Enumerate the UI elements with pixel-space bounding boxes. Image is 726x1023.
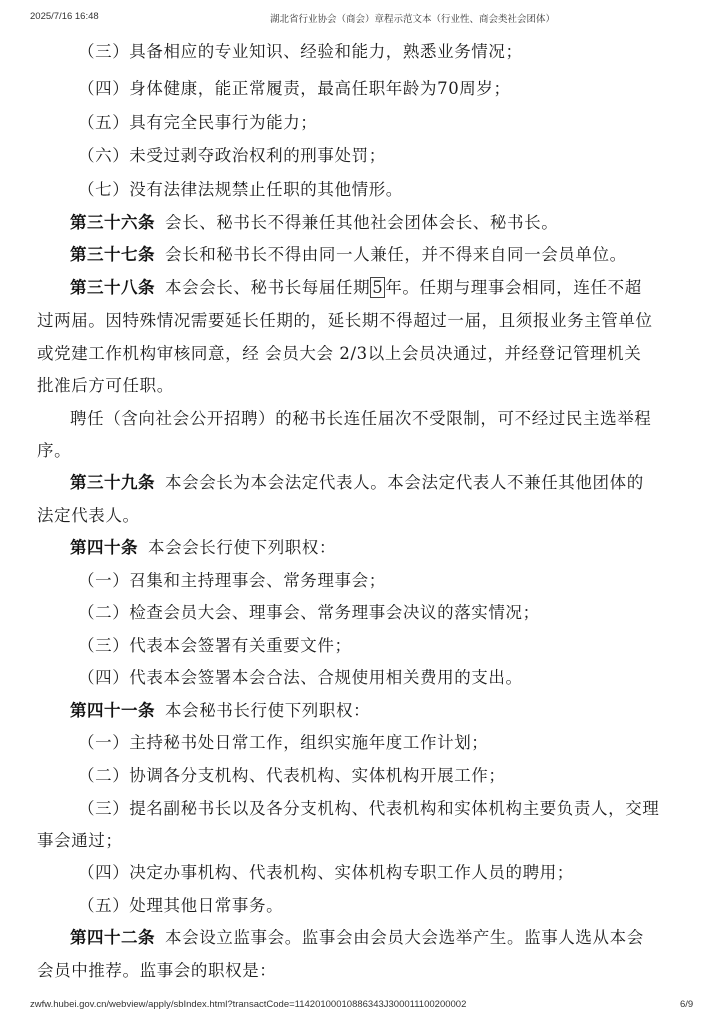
article-number: 第四十一条 — [70, 701, 155, 720]
paragraph-line: （三）提名副秘书长以及各分支机构、代表机构和实体机构主要负责人，交理 — [78, 799, 660, 818]
article-41 — [70, 701, 370, 721]
paragraph-line: 或党建工作机构审核同意，经 会员大会 2/3以上会员决通过，并经登记管理机关 — [37, 344, 642, 363]
paragraph-line: （五）处理其他日常事务。 — [78, 896, 284, 915]
article-number: 第三十六条 — [70, 213, 155, 232]
paragraph-line: 批准后方可任职。 — [37, 376, 174, 395]
article-42 — [70, 928, 644, 948]
paragraph-line: （七）没有法律法规禁止任职的其他情形。 — [78, 180, 403, 199]
paragraph-line: 聘任（含向社会公开招聘）的秘书长连任届次不受限制，可不经过民主选举程 — [70, 409, 652, 428]
article-text: 会长、秘书长不得兼任其他社会团体会长、秘书长。 — [165, 213, 559, 232]
paragraph-line: （二）检查会员大会、理事会、常务理事会决议的落实情况； — [78, 603, 540, 622]
article-number: 第三十八条 — [70, 278, 155, 297]
paragraph-line: （五）具有完全民事行为能力； — [78, 113, 318, 132]
article-40 — [70, 538, 336, 558]
paragraph-line: （四）身体健康，能正常履责，最高任职年龄为70周岁； — [78, 79, 511, 98]
paragraph-line: 过两届。因特殊情况需要延长任期的，延长期不得超过一届，且须报业务主管单位 — [37, 311, 653, 330]
article-text: 年。任期与理事会相同，连任不超 — [385, 278, 642, 297]
term-years-value: 5 — [372, 278, 384, 297]
paragraph-line: （一）主持秘书处日常工作，组织实施年度工作计划； — [78, 733, 489, 752]
paragraph-line: （四）代表本会签署本会合法、合规使用相关费用的支出。 — [78, 668, 523, 687]
article-number: 第三十七条 — [70, 245, 155, 264]
source-url: zwfw.hubei.gov.cn/webview/apply/sbIndex.html?transactCode=11420100010886343J300011100200002 — [30, 999, 467, 1010]
document-title: 湖北省行业协会（商会）章程示范文本（行业性、商会类社会团体） — [270, 14, 556, 25]
page-number: 6/9 — [680, 999, 694, 1010]
article-text: 本会会长为本会法定代表人。本会法定代表人不兼任其他团体的 — [165, 473, 644, 492]
article-number: 第四十二条 — [70, 928, 155, 947]
article-text: 本会秘书长行使下列职权： — [165, 701, 371, 720]
paragraph-line: 会员中推荐。监事会的职权是： — [37, 961, 277, 980]
article-text: 本会会长、秘书长每届任期 — [165, 278, 371, 297]
paragraph-line: （二）协调各分支机构、代表机构、实体机构开展工作； — [78, 766, 506, 785]
article-36 — [70, 213, 558, 233]
article-text: 本会设立监事会。监事会由会员大会选举产生。监事人选从本会 — [165, 928, 644, 947]
article-number: 第三十九条 — [70, 473, 155, 492]
article-text: 本会会长行使下列职权： — [148, 538, 337, 557]
paragraph-line: （三）具备相应的专业知识、经验和能力，熟悉业务情况； — [78, 42, 523, 61]
paragraph-line: 法定代表人。 — [37, 506, 140, 525]
paragraph-line: （四）决定办事机构、代表机构、实体机构专职工作人员的聘用； — [78, 863, 574, 882]
paragraph-line: 序。 — [37, 441, 72, 460]
print-timestamp: 2025/7/16 16:48 — [30, 11, 99, 22]
article-39 — [70, 473, 644, 493]
paragraph-line: （六）未受过剥夺政治权利的刑事处罚； — [78, 146, 386, 165]
article-text: 会长和秘书长不得由同一人兼任，并不得来自同一会员单位。 — [165, 245, 627, 264]
paragraph-line: （一）召集和主持理事会、常务理事会； — [78, 571, 386, 590]
article-number: 第四十条 — [70, 538, 138, 557]
article-37 — [70, 245, 627, 265]
paragraph-line: 事会通过； — [37, 831, 123, 850]
paragraph-line: （三）代表本会签署有关重要文件； — [78, 636, 352, 655]
article-38 — [70, 278, 642, 298]
